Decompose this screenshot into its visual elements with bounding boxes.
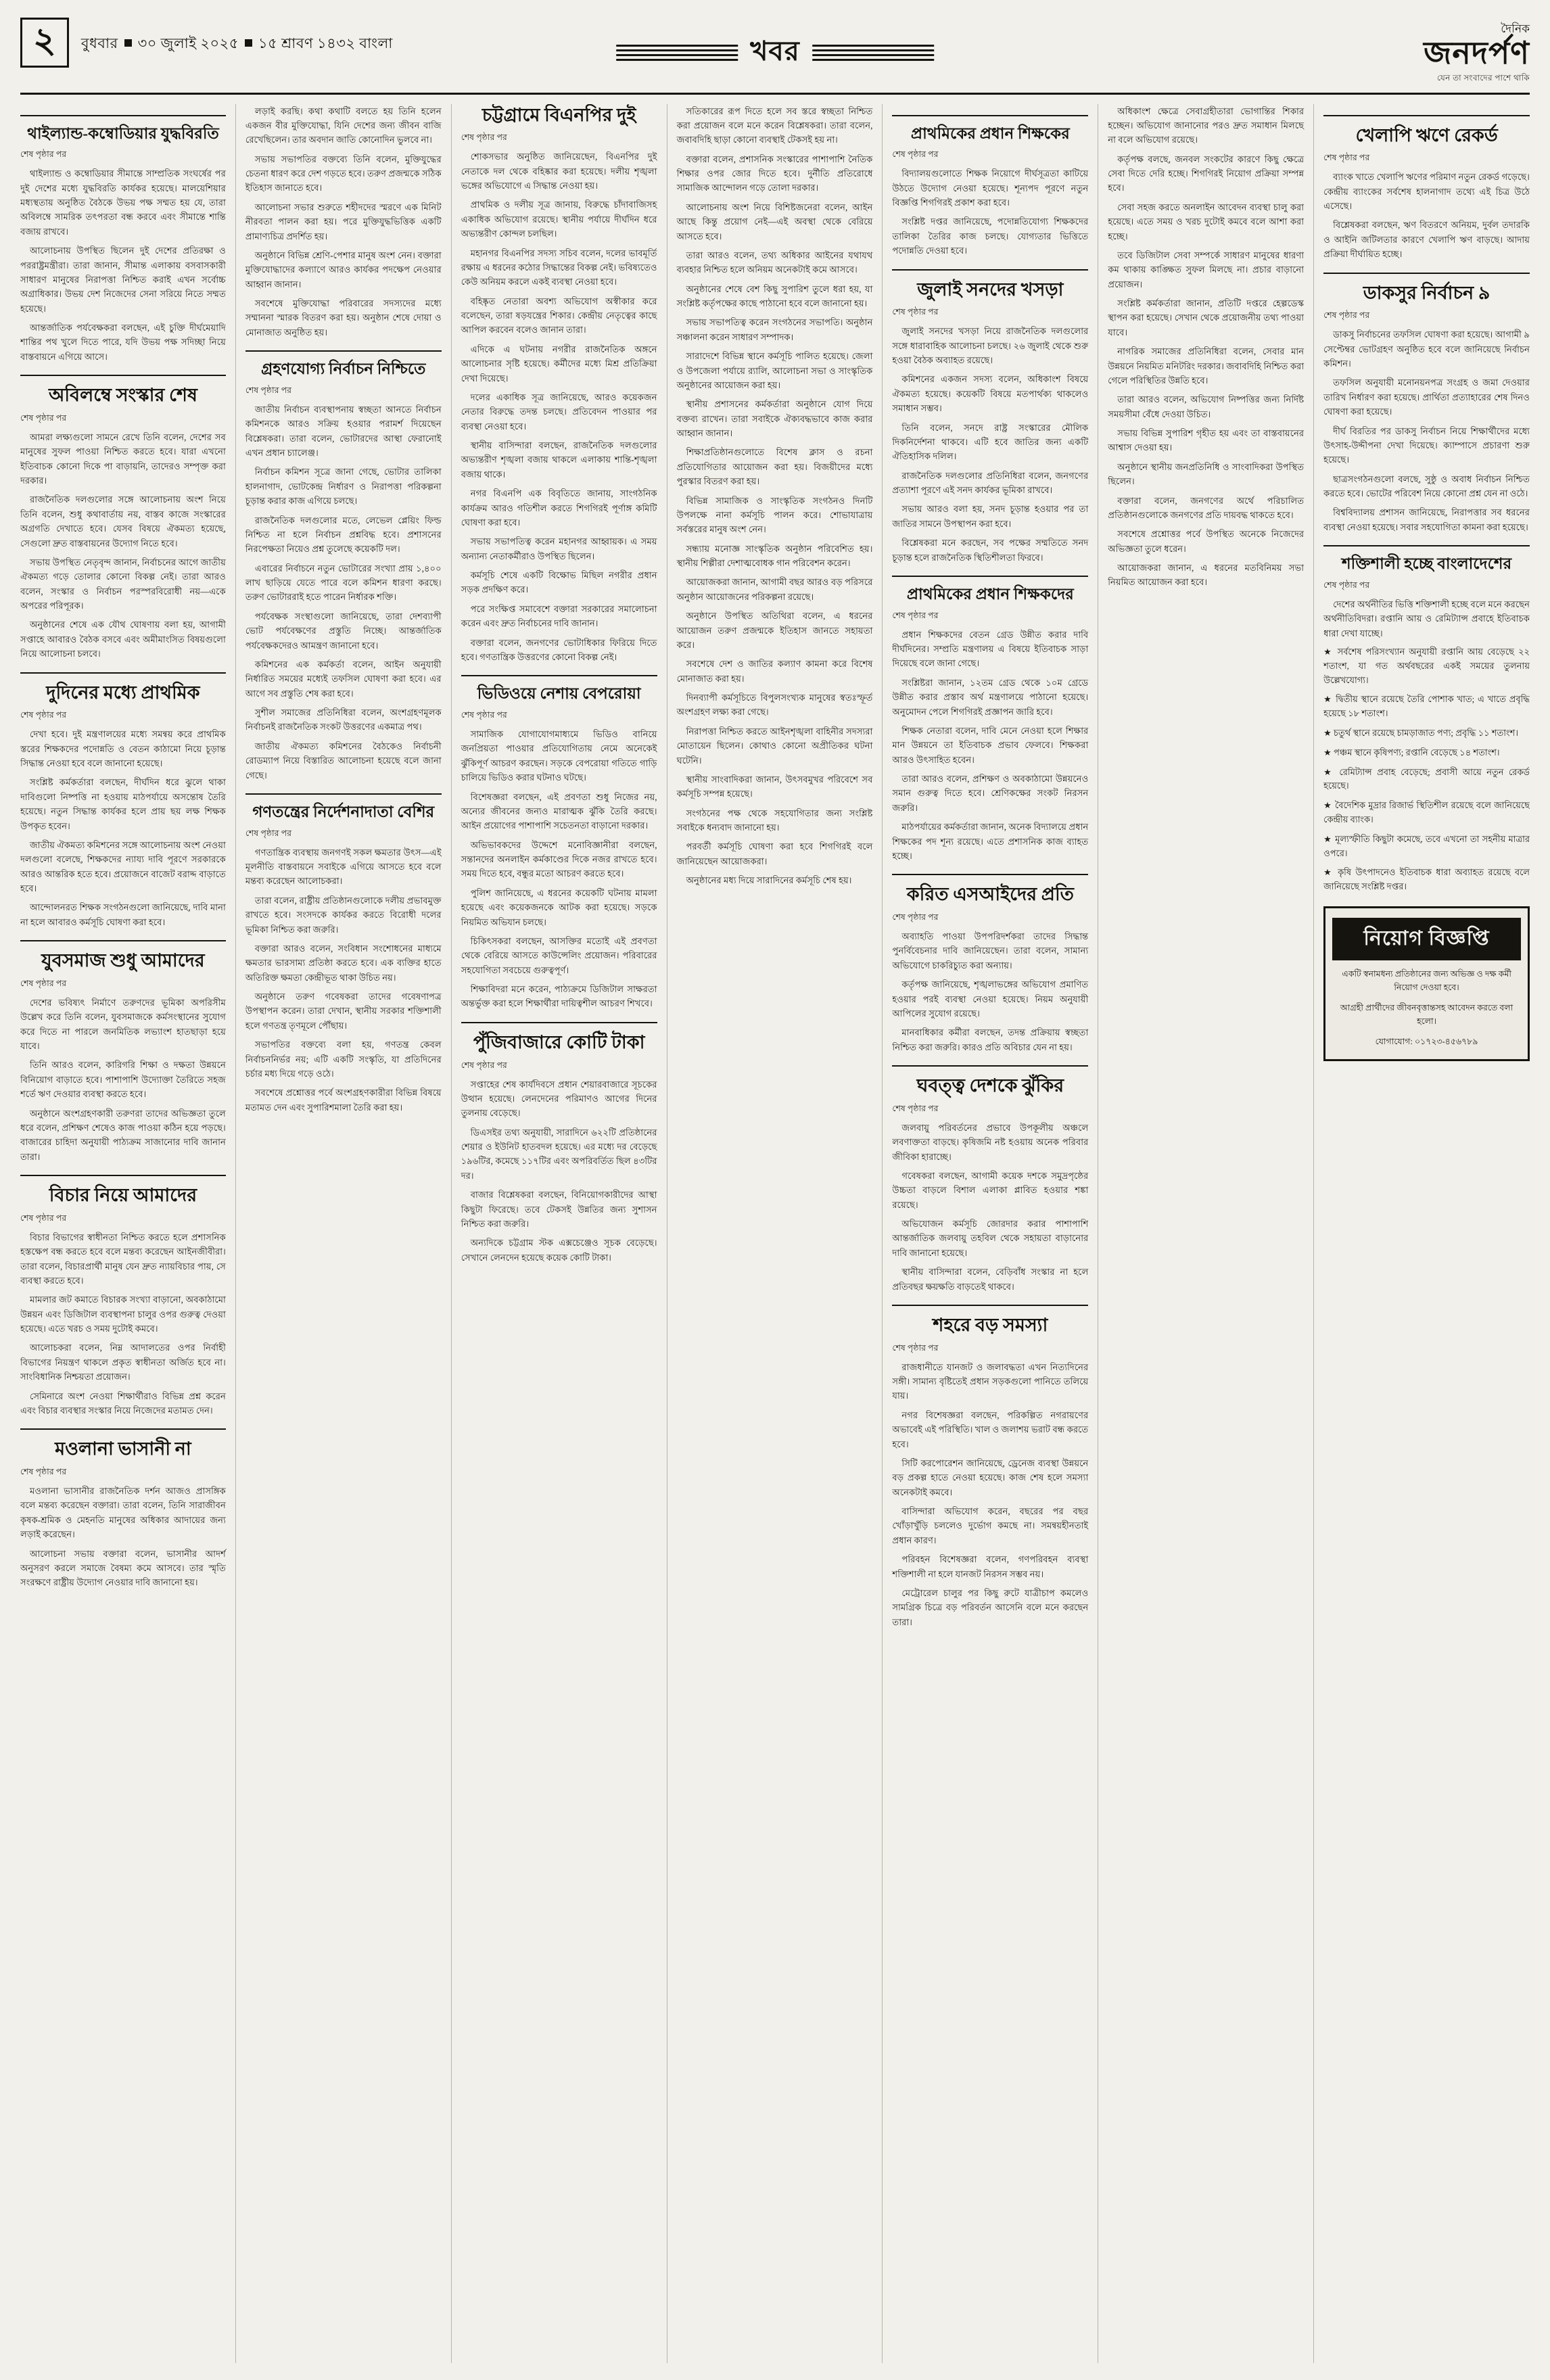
article-paragraph: বাসিন্দারা অভিযোগ করেন, বছরের পর বছর খোঁড়াখুঁড়ি চললেও দুর্ভোগ কমছে না। সমন্বয়হীনতাই প্রধান কারণ। <box>892 1506 1089 1545</box>
article-paragraph: রাজনৈতিক দলগুলোর মতে, লেভেল প্লেয়িং ফিল্ড নিশ্চিত না হলে নির্বাচন প্রশ্নবিদ্ধ হবে। প্রশাসনের নিরপেক্ষতা নিয়েও প্রশ্ন তুলেছে কয়েকটি দল। <box>245 515 442 555</box>
ad-title: নিয়োগ বিজ্ঞপ্তি <box>1332 918 1521 960</box>
article-paragraph: সবশেষে প্রশ্নোত্তর পর্বে উপস্থিত অনেকে নিজেদের অভিজ্ঞতা তুলে ধরেন। <box>1108 529 1305 554</box>
article-paragraph: দেশের অর্থনীতির ভিত্তি শক্তিশালী হচ্ছে বলে মনে করছেন অর্থনীতিবিদরা। রপ্তানি আয় ও রেমিট্যান্স প্রবাহে ইতিবাচক ধারা দেখা যাচ্ছে। <box>1323 599 1530 638</box>
section-divider <box>1323 273 1530 274</box>
article-paragraph: সভায় সভাপতিত্ব করেন মহানগর আহ্বায়ক। এ সময় অন্যান্য নেতাকর্মীরাও উপস্থিত ছিলেন। <box>461 536 657 561</box>
article-paragraph: আয়োজকরা জানান, এ ধরনের মতবিনিময় সভা নিয়মিত আয়োজন করা হবে। <box>1108 563 1305 588</box>
article-jumpnote: শেষ পৃষ্ঠার পর <box>461 710 507 720</box>
article-jumpnote: শেষ পৃষ্ঠার পর <box>1323 310 1370 321</box>
article-paragraph: আলোচনায় অংশ নিয়ে বিশিষ্টজনেরা বলেন, আইন আছে কিন্তু প্রয়োগ নেই—এই অবস্থা থেকে বেরিয়ে আসতে হবে। <box>676 202 873 241</box>
article-jumpnote: শেষ পৃষ্ঠার পর <box>20 1467 67 1477</box>
article-jumpnote: শেষ পৃষ্ঠার পর <box>461 1060 507 1070</box>
article-paragraph: জাতীয় ঐকমত্য কমিশনের সঙ্গে আলোচনায় অংশ নেওয়া দলগুলো বলেছে, শিক্ষকদের ন্যায্য দাবি পূরণে সরকারকে আরও আন্তরিক হতে হবে। প্রয়োজনে বাজেট বরাদ্দ বাড়াতে হবে। <box>20 839 226 894</box>
article-jumpnote: শেষ পৃষ্ঠার পর <box>20 149 67 160</box>
article-paragraph: মহানগর বিএনপির সদস্য সচিব বলেন, দলের ভাবমূর্তি রক্ষায় এ ধরনের কঠোর সিদ্ধান্তের বিকল্প নেই। ভবিষ্যতেও কেউ অনিয়ম করলে একই ব্যবস্থা নেওয়া হবে। <box>461 248 657 287</box>
article-paragraph: সপ্তাহের শেষ কার্যদিবসে প্রধান শেয়ারবাজারে সূচকের উত্থান হয়েছে। লেনদেনের পরিমাণও আগের দিনের তুলনায় বেড়েছে। <box>461 1079 657 1119</box>
masthead-left <box>20 18 393 68</box>
article-paragraph: বক্তারা বলেন, জনগণের অর্থে পরিচালিত প্রতিষ্ঠানগুলোকে জনগণের প্রতি দায়বদ্ধ থাকতে হবে। <box>1108 495 1305 520</box>
rule-bars-left <box>616 45 738 61</box>
section-divider <box>461 1022 657 1023</box>
article-headline[interactable]: দুদিনের মধ্যে প্রাথমিক <box>46 682 200 703</box>
article-paragraph: সুশীল সমাজের প্রতিনিধিরা বলেন, অংশগ্রহণমূলক নির্বাচনই রাজনৈতিক সংকট উত্তরণের একমাত্র পথ। <box>245 707 442 732</box>
article-paragraph: পরবর্তী কর্মসূচি ঘোষণা করা হবে শিগগিরই বলে জানিয়েছেন আয়োজকরা। <box>676 841 873 866</box>
article-jumpnote: শেষ পৃষ্ঠার পর <box>20 413 67 423</box>
ad-line: একটি স্বনামধন্য প্রতিষ্ঠানের জন্য অভিজ্ঞ ও দক্ষ কর্মী নিয়োগ দেওয়া হবে। <box>1342 969 1511 993</box>
article-paragraph: সভায় আরও বলা হয়, সনদ চূড়ান্ত হওয়ার পর তা জাতির সামনে উপস্থাপন করা হবে। <box>892 504 1089 529</box>
article-headline[interactable]: চট্টগ্রামে বিএনপির দুই <box>482 104 636 125</box>
article-paragraph: সেবা সহজ করতে অনলাইন আবেদন ব্যবস্থা চালু করা হয়েছে। এতে সময় ও খরচ দুটোই কমবে বলে আশা করা হচ্ছে। <box>1108 202 1305 241</box>
article-headline[interactable]: খেলাপি ঋণে রেকর্ড <box>1355 124 1498 145</box>
article-paragraph: পর্যবেক্ষক সংস্থাগুলো জানিয়েছে, তারা দেশব্যাপী ভোট পর্যবেক্ষণের প্রস্তুতি নিচ্ছে। আন্তর্জাতিক পর্যবেক্ষকদেরও আমন্ত্রণ জানানো হবে। <box>245 611 442 651</box>
article-paragraph: দীর্ঘ বিরতির পর ডাকসু নির্বাচন নিয়ে শিক্ষার্থীদের মধ্যে উৎসাহ-উদ্দীপনা দেখা দিয়েছে। ক্যাম্পাসে প্রচারণা শুরু হয়েছে। <box>1323 425 1530 465</box>
article-paragraph: বিশেষজ্ঞরা বলছেন, এই প্রবণতা শুধু নিজের নয়, অন্যের জীবনের জন্যও মারাত্মক ঝুঁকি তৈরি করছে। আইন প্রয়োগের পাশাপাশি সচেতনতা বাড়ানো দরকার। <box>461 791 657 831</box>
article-paragraph: কর্তৃপক্ষ বলছে, জনবল সংকটের কারণে কিছু ক্ষেত্রে সেবা দিতে দেরি হচ্ছে। শিগগিরই নিয়োগ প্রক্রিয়া সম্পন্ন হবে। <box>1108 154 1305 193</box>
article-paragraph: কর্তৃপক্ষ জানিয়েছে, শৃঙ্খলাভঙ্গের অভিযোগ প্রমাণিত হওয়ার পরই ব্যবস্থা নেওয়া হয়েছে। নিয়ম অনুযায়ী আপিলের সুযোগ রয়েছে। <box>892 979 1089 1019</box>
article-paragraph: রাজধানীতে যানজট ও জলাবদ্ধতা এখন নিত্যদিনের সঙ্গী। সামান্য বৃষ্টিতেই প্রধান সড়কগুলো পানিতে তলিয়ে যায়। <box>892 1361 1089 1401</box>
article-paragraph: রাজনৈতিক দলগুলোর প্রতিনিধিরা বলেন, জনগণের প্রত্যাশা পূরণে এই সনদ কার্যকর ভূমিকা রাখবে। <box>892 470 1089 496</box>
article-paragraph: নগর বিশেষজ্ঞরা বলছেন, পরিকল্পিত নগরায়ণের অভাবেই এই পরিস্থিতি। খাল ও জলাশয় ভরাট বন্ধ করতে হবে। <box>892 1409 1089 1449</box>
article-paragraph: সিটি করপোরেশন জানিয়েছে, ড্রেনেজ ব্যবস্থা উন্নয়নে বড় প্রকল্প হাতে নেওয়া হয়েছে। কাজ শেষ হলে সমস্যা অনেকটাই কমবে। <box>892 1457 1089 1497</box>
article-paragraph: দলের একাধিক সূত্র জানিয়েছে, আরও কয়েকজন নেতার বিরুদ্ধে তদন্ত চলছে। প্রতিবেদন পাওয়ার পর ব্যবস্থা নেওয়া হবে। <box>461 392 657 431</box>
article-paragraph: বহিষ্কৃত নেতারা অবশ্য অভিযোগ অস্বীকার করে বলেছেন, তারা ষড়যন্ত্রের শিকার। কেন্দ্রীয় নেতৃত্বের কাছে আপিল করবেন বলেও জানান তারা। <box>461 296 657 335</box>
classified-ad[interactable] <box>1323 906 1530 1061</box>
dot-separator-1 <box>124 39 132 47</box>
section-divider <box>892 576 1088 577</box>
article-paragraph: আলোচনা সভায় বক্তারা বলেন, ভাসানীর আদর্শ অনুসরণ করলে সমাজে বৈষম্য কমে আসবে। তার স্মৃতি সংরক্ষণে রাষ্ট্রীয় উদ্যোগ নেওয়ার দাবি জানানো হয়। <box>20 1548 226 1588</box>
section-divider <box>892 115 1088 116</box>
article-paragraph: মেট্রোরেল চালুর পর কিছু রুটে যাত্রীচাপ কমলেও সামগ্রিক চিত্রে বড় পরিবর্তন আসেনি বলে মনে করছেন তারা। <box>892 1587 1089 1627</box>
article-paragraph: সভায় বিভিন্ন সুপারিশ গৃহীত হয় এবং তা বাস্তবায়নের আশ্বাস দেওয়া হয়। <box>1108 428 1305 453</box>
article-headline[interactable]: থাইল্যান্ড-কম্বোডিয়ার যুদ্ধবিরতি <box>27 124 219 142</box>
article-paragraph: জাতীয় নির্বাচন ব্যবস্থাপনায় স্বচ্ছতা আনতে নির্বাচন কমিশনকে আরও সক্রিয় হওয়ার পরামর্শ দিয়েছেন বিশ্লেষকরা। তারা বলেন, ভোটারদের আস্থা ফেরানোই এখন প্রধান চ্যালেঞ্জ। <box>245 404 442 459</box>
article-paragraph: বিভিন্ন সামাজিক ও সাংস্কৃতিক সংগঠনও দিনটি উপলক্ষে নানা কর্মসূচি পালন করে। শোভাযাত্রায় সর্বস্তরের মানুষ অংশ নেন। <box>676 495 873 535</box>
article-paragraph: দেখা হবে। দুই মন্ত্রণালয়ের মধ্যে সমন্বয় করে প্রাথমিক স্তরের শিক্ষকদের পদোন্নতি ও বেতন কাঠামো নিয়ে চূড়ান্ত সিদ্ধান্ত নেওয়া হবে বলে জানানো হয়েছে। <box>20 729 226 769</box>
article-jumpnote: শেষ পৃষ্ঠার পর <box>892 1103 939 1113</box>
article-paragraph: বিশ্লেষকরা মনে করছেন, সব পক্ষের সম্মতিতে সনদ চূড়ান্ত হলে রাজনৈতিক স্থিতিশীলতা ফিরবে। <box>892 538 1089 563</box>
article-paragraph: থাইল্যান্ড ও কম্বোডিয়ার সীমান্তে সাম্প্রতিক সংঘর্ষের পর দুই দেশের মধ্যে যুদ্ধবিরতি কার্যকর হয়েছে। মালয়েশিয়ার মধ্যস্থতায় অনুষ্ঠিত বৈঠকে উভয় পক্ষ সম্মত হয় যে, তারা অবিলম্বে সামরিক তৎপরতা বন্ধ করবে এবং সীমান্তে শান্তি বজায় রাখবে। <box>20 168 226 237</box>
article-paragraph: নিরাপত্তা নিশ্চিত করতে আইনশৃঙ্খলা বাহিনীর সদস্যরা মোতায়েন ছিলেন। কোথাও কোনো অপ্রীতিকর ঘটনা ঘটেনি। <box>676 726 873 766</box>
article-headline[interactable]: জুলাই সনদের খসড়া <box>917 279 1064 300</box>
article-paragraph: তবে ডিজিটাল সেবা সম্পর্কে সাধারণ মানুষের ধারণা কম থাকায় কাঙ্ক্ষিত সুফল মিলছে না। প্রচার বাড়ানো প্রয়োজন। <box>1108 250 1305 289</box>
article-paragraph: তিনি আরও বলেন, কারিগরি শিক্ষা ও দক্ষতা উন্নয়নে বিনিয়োগ বাড়াতে হবে। পাশাপাশি উদ্যোক্তা তৈরিতে সহজ শর্তে ঋণ দেওয়ার ব্যবস্থা করতে হবে। <box>20 1060 226 1100</box>
column-6 <box>1098 104 1314 2363</box>
column-1 <box>20 104 236 2363</box>
article-bullet-item: ★ চতুর্থ স্থানে রয়েছে চামড়াজাত পণ্য; প্রবৃদ্ধি ১১ শতাংশ। <box>1323 728 1518 739</box>
article-paragraph: অধিকাংশ ক্ষেত্রে সেবাগ্রহীতারা ভোগান্তির শিকার হচ্ছেন। অভিযোগ জানানোর পরও দ্রুত সমাধান মিলছে না বলে অভিযোগ রয়েছে। <box>1108 106 1305 145</box>
article-paragraph: স্থানীয় বাসিন্দারা বলেন, বেড়িবাঁধ সংস্কার না হলে প্রতিবছর ক্ষয়ক্ষতি বাড়তেই থাকবে। <box>892 1267 1089 1292</box>
section-divider <box>245 350 442 352</box>
article-paragraph: আলোচনা সভার শুরুতে শহীদদের স্মরণে এক মিনিট নীরবতা পালন করা হয়। পরে মুক্তিযুদ্ধভিত্তিক একটি প্রামাণ্যচিত্র প্রদর্শিত হয়। <box>245 202 442 241</box>
article-jumpnote: শেষ পৃষ্ঠার পর <box>20 710 67 720</box>
section-divider <box>20 940 226 941</box>
article-paragraph: অনুষ্ঠানের শেষে বেশ কিছু সুপারিশ তুলে ধরা হয়, যা সংশ্লিষ্ট কর্তৃপক্ষের কাছে পাঠানো হবে বলে জানানো হয়। <box>676 283 873 309</box>
article-paragraph: অনুষ্ঠানে অংশগ্রহণকারী তরুণরা তাদের অভিজ্ঞতা তুলে ধরে বলেন, প্রশিক্ষণ শেষেও কাজ পাওয়া কঠিন হয়ে পড়ছে। বাজারের চাহিদা অনুযায়ী পাঠ্যক্রম সাজানোর দাবি জানান তারা। <box>20 1108 226 1162</box>
article-paragraph: সতিকারের রূপ দিতে হলে সব স্তরে স্বচ্ছতা নিশ্চিত করা প্রয়োজন বলে মনে করেন বিশ্লেষকরা। তারা বলেন, জবাবদিহি ছাড়া কোনো ব্যবস্থাই টেকসই হয় না। <box>676 106 873 145</box>
article-paragraph: বক্তারা বলেন, জনগণের ভোটাধিকার ফিরিয়ে দিতে হবে। গণতান্ত্রিক উত্তরণের কোনো বিকল্প নেই। <box>461 637 657 662</box>
article-paragraph: অনুষ্ঠানের শেষে এক যৌথ ঘোষণায় বলা হয়, আগামী সপ্তাহে আবারও বৈঠক বসবে এবং অমীমাংসিত বিষয়গুলো নিয়ে আলোচনা চলবে। <box>20 620 226 659</box>
section-divider <box>1323 115 1530 116</box>
article-paragraph: অভিভাবকদের উদ্দেশে মনোবিজ্ঞানীরা বলছেন, সন্তানদের অনলাইন কর্মকাণ্ডের দিকে নজর রাখতে হবে। সময় দিতে হবে, বন্ধুর মতো আচরণ করতে হবে। <box>461 839 657 879</box>
article-paragraph: প্রধান শিক্ষকদের বেতন গ্রেড উন্নীত করার দাবি দীর্ঘদিনের। সম্প্রতি মন্ত্রণালয় এ বিষয়ে ইতিবাচক সাড়া দিয়েছে বলে জানা গেছে। <box>892 629 1089 669</box>
column-3 <box>452 104 667 2363</box>
section-divider <box>245 793 442 795</box>
article-paragraph: লড়াই করছি। কথা কথাটি বলতে হয় তিনি হলেন একজন বীর মুক্তিযোদ্ধা, যিনি দেশের জন্য জীবন বাজি রেখেছিলেন। তার অবদান জাতি কোনোদিন ভুলবে না। <box>245 106 442 145</box>
article-paragraph: তারা বলেন, রাষ্ট্রীয় প্রতিষ্ঠানগুলোকে দলীয় প্রভাবমুক্ত রাখতে হবে। সংসদকে কার্যকর করতে বিরোধী দলের ভূমিকা নিশ্চিত করা জরুরি। <box>245 895 442 935</box>
article-paragraph: আলোচকরা বলেন, নিম্ন আদালতের ওপর নির্বাহী বিভাগের নিয়ন্ত্রণ থাকলে প্রকৃত স্বাধীনতা অর্জিত হবে না। সাংবিধানিক নিশ্চয়তা প্রয়োজন। <box>20 1343 226 1382</box>
article-paragraph: শিক্ষাপ্রতিষ্ঠানগুলোতে বিশেষ ক্লাস ও রচনা প্রতিযোগিতার আয়োজন করা হয়। বিজয়ীদের মধ্যে পুরস্কার বিতরণ করা হয়। <box>676 447 873 487</box>
article-bullet-item: ★ মূল্যস্ফীতি কিছুটা কমেছে, তবে এখনো তা সহনীয় মাত্রার ওপরে। <box>1323 833 1530 858</box>
article-paragraph: রাজনৈতিক দলগুলোর সঙ্গে আলোচনায় অংশ নিয়ে তিনি বলেন, শুধু কথাবার্তায় নয়, বাস্তব কাজে সংস্কারের অগ্রগতি দেখাতে হবে। যেসব বিষয়ে ঐকমত্য হয়েছে, সেগুলো দ্রুত বাস্তবায়নের উদ্যোগ নিতে হবে। <box>20 494 226 549</box>
article-headline[interactable]: প্রাথমিকের প্রধান শিক্ষকদের <box>906 585 1074 603</box>
article-paragraph: আমরা লক্ষ্যগুলো সামনে রেখে তিনি বলেন, দেশের সব মানুষের সুফল পাওয়া নিশ্চিত করতে হবে। যারা এখনো ইতিবাচক কোনো দিকে পা বাড়ায়নি, তাদেরও সম্পৃক্ত করা দরকার। <box>20 431 226 486</box>
article-paragraph: সভায় উপস্থিত নেতৃবৃন্দ জানান, নির্বাচনের আগে জাতীয় ঐকমত্য গড়ে তোলার কোনো বিকল্প নেই। তারা আরও বলেন, সংস্কার ও নির্বাচন পরস্পরবিরোধী নয়—একে অপরের পরিপূরক। <box>20 557 226 611</box>
dateline <box>81 18 393 56</box>
article-headline[interactable]: গ্রহণযোগ্য নির্বাচন নিশ্চিতে <box>261 360 426 378</box>
article-paragraph: সামাজিক যোগাযোগমাধ্যমে ভিডিও বানিয়ে জনপ্রিয়তা পাওয়ার প্রতিযোগিতায় নেমে অনেকেই ঝুঁকিপূর্ণ আচরণ করছেন। সড়কে বেপরোয়া গতিতে গাড়ি চালিয়ে ভিডিও করার ঘটনাও ঘটছে। <box>461 729 657 783</box>
section-divider <box>892 1305 1088 1306</box>
article-paragraph: প্রাথমিক ও দলীয় সূত্র জানায়, বিরুদ্ধে চাঁদাবাজিসহ একাধিক অভিযোগ রয়েছে। স্থানীয় পর্যায়ে দীর্ঘদিন ধরে অভ্যন্তরীণ কোন্দল চলছিল। <box>461 200 657 239</box>
article-bullet-item: ★ বৈদেশিক মুদ্রার রিজার্ভ স্থিতিশীল রয়েছে বলে জানিয়েছে কেন্দ্রীয় ব্যাংক। <box>1323 800 1530 825</box>
ad-line: যোগাযোগ: ০১৭২৩-৪৫৬৭৮৯ <box>1375 1037 1478 1047</box>
article-paragraph: দেশের ভবিষ্যৎ নির্মাণে তরুণদের ভূমিকা অপরিসীম উল্লেখ করে তিনি বলেন, যুবসমাজকে কর্মসংস্থানের সুযোগ করে দিতে না পারলে জনমিতিক লভ্যাংশ হাতছাড়া হয়ে যাবে। <box>20 997 226 1052</box>
date-bangla-calendar: ১৫ শ্রাবণ ১৪৩২ বাংলা <box>258 35 393 51</box>
article-paragraph: তিনি বলেন, সনদে রাষ্ট্র সংস্কারের মৌলিক দিকনির্দেশনা থাকবে। এটি হবে জাতির জন্য একটি ঐতিহাসিক দলিল। <box>892 422 1089 462</box>
article-paragraph: মামলার জট কমাতে বিচারক সংখ্যা বাড়ানো, অবকাঠামো উন্নয়ন এবং ডিজিটাল ব্যবস্থাপনা চালুর ওপর গুরুত্ব দেওয়া হয়েছে। এতে খরচ ও সময় দুটোই কমবে। <box>20 1294 226 1334</box>
article-paragraph: আন্দোলনরত শিক্ষক সংগঠনগুলো জানিয়েছে, দাবি মানা না হলে আবারও কর্মসূচি ঘোষণা করা হবে। <box>20 902 226 927</box>
masthead <box>20 18 1530 95</box>
article-paragraph: অনুষ্ঠানে তরুণ গবেষকরা তাদের গবেষণাপত্র উপস্থাপন করেন। তারা দেখান, স্থানীয় সরকার শক্তিশালী হলে গণতন্ত্র তৃণমূলে পৌঁছায়। <box>245 991 442 1031</box>
article-paragraph: তারা আরও বলেন, তথ্য অধিকার আইনের যথাযথ ব্যবহার নিশ্চিত হলে অনিয়ম অনেকটাই কমে আসবে। <box>676 250 873 275</box>
article-paragraph: ছাত্রসংগঠনগুলো বলছে, সুষ্ঠু ও অবাধ নির্বাচন নিশ্চিত করতে হবে। ভোটের পরিবেশ নিয়ে কোনো প্রশ্ন যেন না ওঠে। <box>1323 473 1530 499</box>
article-paragraph: অনুষ্ঠানের মধ্য দিয়ে সারাদিনের কর্মসূচি শেষ হয়। <box>686 875 852 886</box>
article-headline[interactable]: পুঁজিবাজারে কোটি টাকা <box>473 1031 645 1052</box>
article-jumpnote: শেষ পৃষ্ঠার পর <box>1323 153 1370 163</box>
column-5 <box>883 104 1098 2363</box>
article-paragraph: নির্বাচন কমিশন সূত্রে জানা গেছে, ভোটার তালিকা হালনাগাদ, ভোটকেন্দ্র নির্ধারণ ও নিরাপত্তা পরিকল্পনা চূড়ান্ত করার কাজ এগিয়ে চলছে। <box>245 467 442 507</box>
article-paragraph: জুলাই সনদের খসড়া নিয়ে রাজনৈতিক দলগুলোর সঙ্গে ধারাবাহিক আলোচনা চলছে। ২৬ জুলাই থেকে শুরু হওয়া বৈঠক অব্যাহত রয়েছে। <box>892 326 1089 366</box>
article-paragraph: সংগঠনের পক্ষ থেকে সহযোগিতার জন্য সংশ্লিষ্ট সবাইকে ধন্যবাদ জানানো হয়। <box>676 808 873 833</box>
article-bullet-item: ★ কৃষি উৎপাদনেও ইতিবাচক ধারা অব্যাহত রয়েছে বলে জানিয়েছে সংশ্লিষ্ট দপ্তর। <box>1323 867 1530 892</box>
article-paragraph: সভাপতির বক্তব্যে বলা হয়, গণতন্ত্র কেবল নির্বাচননির্ভর নয়; এটি একটি সংস্কৃতি, যা প্রতিদিনের চর্চার মধ্য দিয়ে গড়ে ওঠে। <box>245 1040 442 1079</box>
article-paragraph: গবেষকরা বলছেন, আগামী কয়েক দশকে সমুদ্রপৃষ্ঠের উচ্চতা বাড়লে বিশাল এলাকা প্লাবিত হওয়ার শঙ্কা রয়েছে। <box>892 1170 1089 1210</box>
article-jumpnote: শেষ পৃষ্ঠার পর <box>892 149 939 160</box>
article-headline[interactable]: বিচার নিয়ে আমাদের <box>49 1185 197 1206</box>
article-paragraph: সবশেষে মুক্তিযোদ্ধা পরিবারের সদস্যদের মধ্যে সম্মাননা স্মারক বিতরণ করা হয়। অনুষ্ঠান শেষে দোয়া ও মোনাজাত অনুষ্ঠিত হয়। <box>245 298 442 337</box>
article-bullet-item: ★ সর্বশেষ পরিসংখ্যান অনুযায়ী রপ্তানি আয় বেড়েছে ২২ শতাংশ, যা গত অর্থবছরের একই সময়ের তুলনায় উল্লেখযোগ্য। <box>1323 647 1530 685</box>
article-jumpnote: শেষ পৃষ্ঠার পর <box>892 912 939 923</box>
article-paragraph: সংশ্লিষ্ট দপ্তর জানিয়েছে, পদোন্নতিযোগ্য শিক্ষকদের তালিকা তৈরির কাজ চলছে। যোগ্যতার ভিত্তিতে পদোন্নতি দেওয়া হবে। <box>892 216 1089 256</box>
article-grid <box>20 104 1530 2363</box>
article-bullet-item: ★ রেমিট্যান্স প্রবাহ বেড়েছে; প্রবাসী আয়ে নতুন রেকর্ড হয়েছে। <box>1323 766 1530 791</box>
column-7 <box>1314 104 1530 2363</box>
article-headline[interactable]: শক্তিশালী হচ্ছে বাংলাদেশের <box>1342 555 1512 573</box>
article-paragraph: চিকিৎসকরা বলছেন, আসক্তির মতোই এই প্রবণতা থেকে বেরিয়ে আসতে কাউন্সেলিং প্রয়োজন। পরিবারের সহযোগিতা সবচেয়ে গুরুত্বপূর্ণ। <box>461 935 657 975</box>
article-paragraph: মাঠপর্যায়ের কর্মকর্তারা জানান, অনেক বিদ্যালয়ে প্রধান শিক্ষকের পদ শূন্য রয়েছে। এতে প্রশাসনিক কাজ ব্যাহত হচ্ছে। <box>892 822 1089 861</box>
article-paragraph: কর্মসূচি শেষে একটি বিক্ষোভ মিছিল নগরীর প্রধান সড়ক প্রদক্ষিণ করে। <box>461 570 657 595</box>
rule-bars-right <box>812 45 934 61</box>
article-jumpnote: শেষ পৃষ্ঠার পর <box>20 978 67 988</box>
article-paragraph: অনুষ্ঠানে বিভিন্ন শ্রেণি-পেশার মানুষ অংশ নেন। বক্তারা মুক্তিযোদ্ধাদের কল্যাণে আরও কার্যকর পদক্ষেপ নেওয়ার আহ্বান জানান। <box>245 250 442 289</box>
article-paragraph: অনুষ্ঠানে উপস্থিত অতিথিরা বলেন, এ ধরনের আয়োজন তরুণ প্রজন্মকে ইতিহাস জানতে সহায়তা করে। <box>676 611 873 650</box>
article-paragraph: অন্যদিকে চট্টগ্রাম স্টক এক্সচেঞ্জেও সূচক বেড়েছে। সেখানে লেনদেন হয়েছে কয়েক কোটি টাকা। <box>461 1238 657 1263</box>
article-paragraph: পুলিশ জানিয়েছে, এ ধরনের কয়েকটি ঘটনায় মামলা হয়েছে এবং কয়েকজনকে আটক করা হয়েছে। সড়কে নিয়মিত অভিযান চলছে। <box>461 887 657 927</box>
section-divider <box>20 1428 226 1430</box>
article-jumpnote: শেষ পৃষ্ঠার পর <box>20 1213 67 1223</box>
article-paragraph: সেমিনারে অংশ নেওয়া শিক্ষার্থীরাও বিভিন্ন প্রশ্ন করেন এবং বিচার ব্যবস্থার সংস্কার নিয়ে নিজেদের মতামত দেন। <box>20 1391 226 1416</box>
article-paragraph: বিশ্ববিদ্যালয় প্রশাসন জানিয়েছে, নিরাপত্তার সব ধরনের ব্যবস্থা নেওয়া হয়েছে। সবার সহযোগিতা কামনা করা হয়েছে। <box>1323 507 1530 532</box>
article-paragraph: সংশ্লিষ্ট কর্মকর্তারা বলছেন, দীর্ঘদিন ধরে ঝুলে থাকা দাবিগুলো নিষ্পত্তি না হওয়ায় মাঠপর্যায়ে অসন্তোষ তৈরি হয়েছে। নতুন সিদ্ধান্ত কার্যকর হলে প্রায় ছয় লক্ষ শিক্ষক উপকৃত হবেন। <box>20 777 226 831</box>
article-paragraph: বিশ্লেষকরা বলছেন, ঋণ বিতরণে অনিয়ম, দুর্বল তদারকি ও আইনি জটিলতার কারণে খেলাপি ঋণ বাড়ছে। আদায় প্রক্রিয়া দীর্ঘায়িত হচ্ছে। <box>1323 220 1530 260</box>
article-headline[interactable]: গণতন্ত্রের নির্দেশনাদাতা বেশির <box>252 803 435 820</box>
article-paragraph: শিক্ষক নেতারা বলেন, দাবি মেনে নেওয়া হলে শিক্ষার মান উন্নয়নে তা ইতিবাচক প্রভাব ফেলবে। শিক্ষকরা আরও উৎসাহিত হবেন। <box>892 725 1089 765</box>
article-paragraph: ডাকসু নির্বাচনের তফসিল ঘোষণা করা হয়েছে। আগামী ৯ সেপ্টেম্বর ভোটগ্রহণ অনুষ্ঠিত হবে বলে জানিয়েছে নির্বাচন কমিশন। <box>1323 329 1530 369</box>
section-divider <box>892 1065 1088 1067</box>
section-title: খবর <box>750 36 800 66</box>
article-jumpnote: শেষ পৃষ্ঠার পর <box>245 385 291 395</box>
article-paragraph: মওলানা ভাসানীর রাজনৈতিক দর্শন আজও প্রাসঙ্গিক বলে মন্তব্য করেছেন বক্তারা। তারা বলেন, তিনি সারাজীবন কৃষক-শ্রমিক ও মেহনতি মানুষের অধিকার আদায়ের জন্য লড়াই করেছেন। <box>20 1486 226 1540</box>
article-paragraph: পরিবহন বিশেষজ্ঞরা বলেন, গণপরিবহন ব্যবস্থা শক্তিশালী না হলে যানজট নিরসন সম্ভব নয়। <box>892 1554 1089 1579</box>
article-paragraph: সংশ্লিষ্ট কর্মকর্তারা জানান, প্রতিটি দপ্তরে হেল্পডেস্ক স্থাপন করা হয়েছে। সেখান থেকে প্রয়োজনীয় তথ্য পাওয়া যাবে। <box>1108 298 1305 337</box>
article-headline[interactable]: ভিডিওয়ে নেশায় বেপরোয়া <box>477 685 641 703</box>
logo-kicker: দৈনিক <box>1501 22 1530 35</box>
article-paragraph: ব্যাংক খাতে খেলাপি ঋণের পরিমাণ নতুন রেকর্ড গড়েছে। কেন্দ্রীয় ব্যাংকের সর্বশেষ হালনাগাদ তথ্যে এই চিত্র উঠে এসেছে। <box>1323 172 1530 212</box>
article-paragraph: বিচার বিভাগের স্বাধীনতা নিশ্চিত করতে হলে প্রশাসনিক হস্তক্ষেপ বন্ধ করতে হবে বলে মন্তব্য করেছেন আইনজীবীরা। তারা বলেন, বিচারপ্রার্থী মানুষ যেন দ্রুত ন্যায়বিচার পায়, সে ব্যবস্থা করতে হবে। <box>20 1232 226 1286</box>
article-paragraph: সারাদেশে বিভিন্ন স্থানে কর্মসূচি পালিত হয়েছে। জেলা ও উপজেলা পর্যায়ে র‍্যালি, আলোচনা সভা ও সাংস্কৃতিক অনুষ্ঠানের আয়োজন করা হয়। <box>676 351 873 390</box>
article-paragraph: সভায় সভাপতির বক্তব্যে তিনি বলেন, মুক্তিযুদ্ধের চেতনা ধারণ করে দেশ গড়তে হবে। তরুণ প্রজন্মকে সঠিক ইতিহাস জানাতে হবে। <box>245 154 442 193</box>
article-headline[interactable]: যুবসমাজ শুধু আমাদের <box>41 950 205 971</box>
article-paragraph: স্থানীয় প্রশাসনের কর্মকর্তারা অনুষ্ঠানে যোগ দিয়ে বক্তব্য রাখেন। তারা সবাইকে ঐক্যবদ্ধভাবে কাজ করার আহ্বান জানান। <box>676 399 873 439</box>
article-jumpnote: শেষ পৃষ্ঠার পর <box>892 610 939 620</box>
article-paragraph: পরে সংক্ষিপ্ত সমাবেশে বক্তারা সরকারের সমালোচনা করেন এবং দ্রুত নির্বাচনের দাবি জানান। <box>461 603 657 629</box>
article-bullet-item: ★ পঞ্চম স্থানে কৃষিপণ্য; রপ্তানি বেড়েছে ১৪ শতাংশ। <box>1323 747 1500 757</box>
article-paragraph: অভিযোজন কর্মসূচি জোরদার করার পাশাপাশি আন্তর্জাতিক জলবায়ু তহবিল থেকে সহায়তা বাড়ানোর দাবি জানানো হয়েছে। <box>892 1219 1089 1258</box>
article-paragraph: কমিশনের একজন সদস্য বলেন, অধিকাংশ বিষয়ে ঐকমত্য হয়েছে। কয়েকটি বিষয়ে মতপার্থক্য থাকলেও সমাধান সম্ভব। <box>892 374 1089 414</box>
article-paragraph: আয়োজকরা জানান, আগামী বছর আরও বড় পরিসরে অনুষ্ঠান আয়োজনের পরিকল্পনা রয়েছে। <box>676 577 873 602</box>
article-paragraph: বক্তারা আরও বলেন, সংবিধান সংশোধনের মাধ্যমে ক্ষমতার ভারসাম্য প্রতিষ্ঠা করতে হবে। এক ব্যক্তির হাতে অতিরিক্ত ক্ষমতা কেন্দ্রীভূত থাকা উচিত নয়। <box>245 943 442 983</box>
article-headline[interactable]: অবিলম্বে সংস্কার শেষ <box>48 385 197 406</box>
article-jumpnote: শেষ পৃষ্ঠার পর <box>1323 580 1370 590</box>
article-headline[interactable]: প্রাথমিকের প্রধান শিক্ষকের <box>910 124 1070 142</box>
article-paragraph: বাজার বিশ্লেষকরা বলছেন, বিনিয়োগকারীদের আস্থা কিছুটা ফিরেছে। তবে টেকসই উন্নতির জন্য সুশাসন নিশ্চিত করা জরুরি। <box>461 1190 657 1229</box>
article-paragraph: অব্যাহতি পাওয়া উপপরিদর্শকরা তাদের সিদ্ধান্ত পুনর্বিবেচনার দাবি জানিয়েছেন। তারা বলেন, সামান্য অভিযোগে চাকরিচ্যুত করা অন্যায়। <box>892 931 1089 971</box>
section-divider <box>461 675 657 676</box>
article-headline[interactable]: শহরে বড় সমস্যা <box>933 1314 1048 1335</box>
section-divider <box>20 672 226 674</box>
article-paragraph: জলবায়ু পরিবর্তনের প্রভাবে উপকূলীয় অঞ্চলে লবণাক্ততা বাড়ছে। কৃষিজমি নষ্ট হওয়ায় অনেক পরিবার জীবিকা হারাচ্ছে। <box>892 1122 1089 1162</box>
article-jumpnote: শেষ পৃষ্ঠার পর <box>892 307 939 317</box>
article-paragraph: গণতান্ত্রিক ব্যবস্থায় জনগণই সকল ক্ষমতার উৎস—এই মূলনীতি বাস্তবায়নে সবাইকে এগিয়ে আসতে হবে বলে মন্তব্য করেছেন আলোচকরা। <box>245 847 442 887</box>
article-headline[interactable]: ডাকসুর নির্বাচন ৯ <box>1363 282 1490 303</box>
article-paragraph: কমিশনের এক কর্মকর্তা বলেন, আইন অনুযায়ী নির্ধারিত সময়ের মধ্যেই তফসিল ঘোষণা করা হবে। এর আগে সব প্রস্তুতি শেষ করা হবে। <box>245 659 442 699</box>
article-paragraph: সভায় সভাপতিত্ব করেন সংগঠনের সভাপতি। অনুষ্ঠান সঞ্চালনা করেন সাধারণ সম্পাদক। <box>676 317 873 342</box>
article-jumpnote: শেষ পৃষ্ঠার পর <box>892 1343 939 1353</box>
article-paragraph: স্থানীয় সাংবাদিকরা জানান, উৎসবমুখর পরিবেশে সব কর্মসূচি সম্পন্ন হয়েছে। <box>676 774 873 799</box>
article-paragraph: জাতীয় ঐকমত্য কমিশনের বৈঠকেও নির্বাচনী রোডম্যাপ নিয়ে বিস্তারিত আলোচনা হয়েছে বলে জানা গেছে। <box>245 741 442 780</box>
ad-line: আগ্রহী প্রার্থীদের জীবনবৃত্তান্তসহ আবেদন করতে বলা হলো। <box>1340 1003 1513 1027</box>
section-divider <box>20 1175 226 1176</box>
column-2 <box>236 104 452 2363</box>
article-paragraph: অনুষ্ঠানে স্থানীয় জনপ্রতিনিধি ও সাংবাদিকরা উপস্থিত ছিলেন। <box>1108 461 1305 487</box>
newspaper-logo: জনদর্পণ <box>1424 36 1530 70</box>
article-paragraph: সন্ধ্যায় মনোজ্ঞ সাংস্কৃতিক অনুষ্ঠান পরিবেশিত হয়। স্থানীয় শিল্পীরা দেশাত্মবোধক গান পরিবেশন করেন। <box>676 543 873 569</box>
section-header <box>616 30 934 75</box>
article-paragraph: সবশেষে দেশ ও জাতির কল্যাণ কামনা করে বিশেষ মোনাজাত করা হয়। <box>676 659 873 684</box>
article-paragraph: শোকসভার অনুষ্ঠিত জানিয়েছেন, বিএনপির দুই নেতাকে দল থেকে বহিষ্কার করা হয়েছে। দলীয় শৃঙ্খলা ভঙ্গের অভিযোগে এ সিদ্ধান্ত নেওয়া হয়। <box>461 151 657 191</box>
article-headline[interactable]: মওলানা ভাসানী না <box>55 1439 191 1460</box>
article-paragraph: আলোচনায় উপস্থিত ছিলেন দুই দেশের প্রতিরক্ষা ও পররাষ্ট্রমন্ত্রীরা। তারা জানান, সীমান্ত এলাকায় বসবাসকারী সাধারণ মানুষের নিরাপত্তা নিশ্চিত করাই এখন সর্বোচ্চ অগ্রাধিকার। উভয় দেশ নিজেদের সেনা সরিয়ে নিতে সম্মত হয়েছে। <box>20 246 226 314</box>
article-jumpnote: শেষ পৃষ্ঠার পর <box>461 133 507 143</box>
date-english: ৩০ জুলাই ২০২৫ <box>137 35 239 51</box>
section-divider <box>1323 545 1530 546</box>
article-paragraph: ডিএসইর তথ্য অনুযায়ী, সারাদিনে ৬২২টি প্রতিষ্ঠানের শেয়ার ও ইউনিট হাতবদল হয়েছে। এর মধ্যে দর বেড়েছে ১৯৬টির, কমেছে ১১৭টির এবং অপরিবর্তিত ছিল ৪৩টির দর। <box>461 1127 657 1181</box>
date-weekday: বুধবার <box>80 35 118 51</box>
article-paragraph: তারা আরও বলেন, অভিযোগ নিষ্পত্তির জন্য নির্দিষ্ট সময়সীমা বেঁধে দেওয়া উচিত। <box>1108 394 1305 419</box>
article-paragraph: বক্তারা বলেন, প্রশাসনিক সংস্কারের পাশাপাশি নৈতিক শিক্ষার ওপর জোর দিতে হবে। দুর্নীতি প্রতিরোধে সামাজিক আন্দোলন গড়ে তোলা দরকার। <box>676 154 873 193</box>
section-divider <box>20 115 226 116</box>
article-paragraph: নগর বিএনপি এক বিবৃতিতে জানায়, সাংগঠনিক কার্যক্রম আরও গতিশীল করতে শিগগিরই পূর্ণাঙ্গ কমিটি ঘোষণা করা হবে। <box>461 488 657 528</box>
article-bullet-item: ★ দ্বিতীয় স্থানে রয়েছে তৈরি পোশাক খাত; এ খাতে প্রবৃদ্ধি হয়েছে ১৮ শতাংশ। <box>1323 694 1530 719</box>
article-paragraph: নাগরিক সমাজের প্রতিনিধিরা বলেন, সেবার মান উন্নয়নে নিয়মিত মনিটরিং দরকার। জবাবদিহি নিশ্চিত করা গেলে পরিস্থিতির উন্নতি হবে। <box>1108 346 1305 386</box>
masthead-logo-block <box>1424 18 1530 86</box>
article-paragraph: বিদ্যালয়গুলোতে শিক্ষক নিয়োগে দীর্ঘসূত্রতা কাটিয়ে উঠতে উদ্যোগ নেওয়া হয়েছে। শূন্যপদ পূরণে নতুন বিজ্ঞপ্তি শিগগিরই প্রকাশ করা হবে। <box>892 168 1089 208</box>
page-number: ২ <box>20 18 69 68</box>
article-paragraph: এবারের নির্বাচনে নতুন ভোটারের সংখ্যা প্রায় ১,৪০০ লাখ ছাড়িয়ে যেতে পারে বলে কমিশন ধারণা করছে। তরুণ ভোটাররাই হতে পারেন নির্ধারক শক্তি। <box>245 563 442 603</box>
article-paragraph: তফসিল অনুযায়ী মনোনয়নপত্র সংগ্রহ ও জমা দেওয়ার তারিখ নির্ধারণ করা হয়েছে। প্রার্থিতা প্রত্যাহারের শেষ দিনও ঘোষণা করা হয়েছে। <box>1323 377 1530 417</box>
section-divider <box>892 874 1088 875</box>
article-paragraph: দিনব্যাপী কর্মসূচিতে বিপুলসংখ্যক মানুষের স্বতঃস্ফূর্ত অংশগ্রহণ লক্ষ্য করা গেছে। <box>676 693 873 718</box>
article-paragraph: শিক্ষাবিদরা মনে করেন, পাঠ্যক্রমে ডিজিটাল সাক্ষরতা অন্তর্ভুক্ত করা হলে শিক্ষার্থীরা দায়িত্বশীল আচরণ শিখবে। <box>461 984 657 1009</box>
article-paragraph: এদিকে এ ঘটনায় নগরীর রাজনৈতিক অঙ্গনে আলোচনার সৃষ্টি হয়েছে। কর্মীদের মধ্যে মিশ্র প্রতিক্রিয়া দেখা দিয়েছে। <box>461 344 657 383</box>
article-headline[interactable]: ঘবত্ত্ব দেশকে ঝুঁকির <box>916 1075 1064 1096</box>
article-jumpnote: শেষ পৃষ্ঠার পর <box>245 828 291 838</box>
section-divider <box>20 375 226 376</box>
article-paragraph: সবশেষে প্রশ্নোত্তর পর্বে অংশগ্রহণকারীরা বিভিন্ন বিষয়ে মতামত দেন এবং সুপারিশমালা তৈরি করা হয়। <box>245 1088 442 1113</box>
article-paragraph: স্থানীয় বাসিন্দারা বলছেন, রাজনৈতিক দলগুলোর অভ্যন্তরীণ শৃঙ্খলা বজায় থাকলে এলাকায় শান্তি-শৃঙ্খলা বজায় থাকে। <box>461 440 657 480</box>
dot-separator-2 <box>245 39 252 47</box>
column-4 <box>667 104 883 2363</box>
article-paragraph: তারা আরও বলেন, প্রশিক্ষণ ও অবকাঠামো উন্নয়নেও সমান গুরুত্ব দিতে হবে। শ্রেণিকক্ষের সংকট নিরসন জরুরি। <box>892 774 1089 813</box>
article-paragraph: আন্তর্জাতিক পর্যবেক্ষকরা বলছেন, এই চুক্তি দীর্ঘমেয়াদি শান্তির পথ খুলে দিতে পারে, যদি উভয় পক্ষ সদিচ্ছা নিয়ে বাস্তবায়নে এগিয়ে আসে। <box>20 323 226 362</box>
article-headline[interactable]: করিত এসআইদের প্রতি <box>906 884 1074 905</box>
article-paragraph: মানবাধিকার কর্মীরা বলছেন, তদন্ত প্রক্রিয়ায় স্বচ্ছতা নিশ্চিত করা জরুরি। কারও প্রতি অবিচার যেন না হয়। <box>892 1027 1089 1052</box>
article-paragraph: সংশ্লিষ্টরা জানান, ১২তম গ্রেড থেকে ১০ম গ্রেডে উন্নীত করার প্রস্তাব অর্থ মন্ত্রণালয়ে পাঠানো হয়েছে। অনুমোদন পেলে শিগগিরই প্রজ্ঞাপন জারি হবে। <box>892 677 1089 717</box>
section-divider <box>892 269 1088 271</box>
logo-tagline: যেন তা সংবাদের পাশে থাকি <box>1436 72 1530 83</box>
